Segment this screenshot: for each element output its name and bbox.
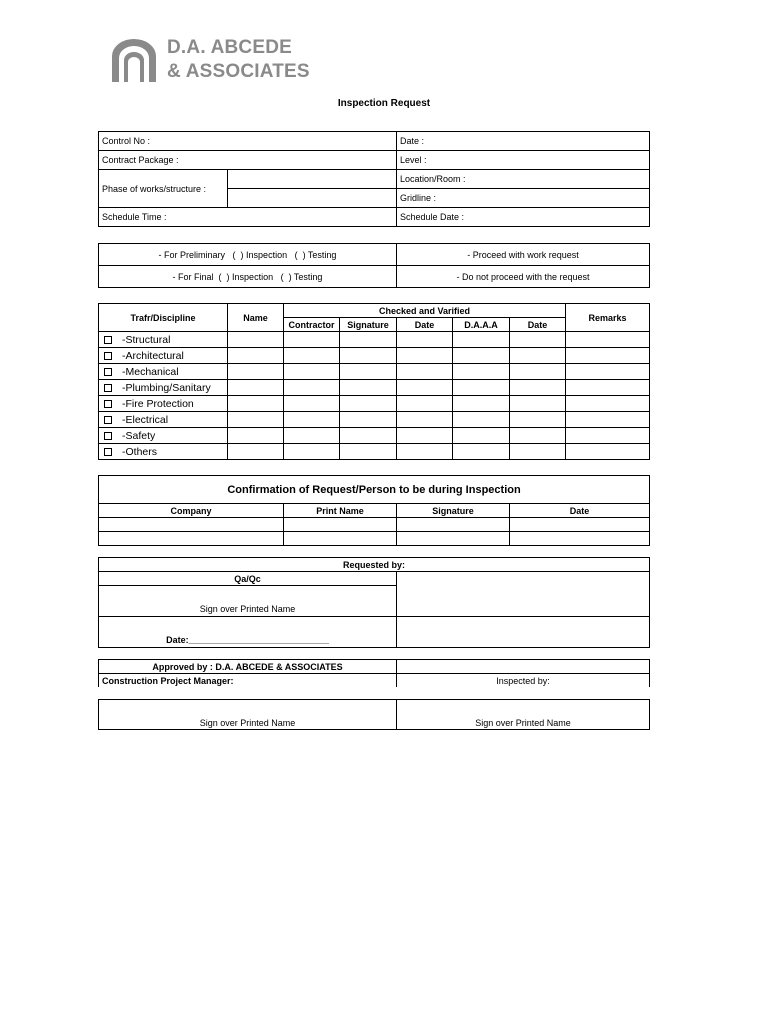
signature-cell[interactable]	[340, 332, 397, 348]
date-cell[interactable]	[397, 444, 453, 460]
checkbox[interactable]	[104, 384, 112, 392]
checkbox[interactable]	[104, 432, 112, 440]
date-cell[interactable]	[397, 380, 453, 396]
date-cell[interactable]	[510, 532, 650, 546]
company-name	[167, 36, 310, 84]
name-cell[interactable]	[228, 396, 284, 412]
checkbox[interactable]	[104, 400, 112, 408]
arch-logo-icon	[110, 38, 158, 82]
company-cell[interactable]	[99, 518, 284, 532]
signature-cell[interactable]	[340, 396, 397, 412]
level-field[interactable]: Level :	[397, 151, 650, 170]
discipline-label: -Safety	[122, 429, 156, 442]
signature-cell[interactable]	[340, 412, 397, 428]
remarks-cell[interactable]	[566, 364, 650, 380]
col-daaa: D.A.A.A	[453, 318, 510, 332]
schedule-time-field[interactable]: Schedule Time :	[99, 208, 397, 227]
discipline-label: -Fire Protection	[122, 397, 194, 410]
discipline-cell	[99, 396, 228, 412]
contract-package-field[interactable]: Contract Package :	[99, 151, 397, 170]
daaa-cell[interactable]	[453, 412, 510, 428]
date2-cell[interactable]	[510, 396, 566, 412]
schedule-date-field[interactable]: Schedule Date :	[397, 208, 650, 227]
contractor-cell[interactable]	[284, 364, 340, 380]
date2-cell[interactable]	[510, 412, 566, 428]
confirmation-heading: Confirmation of Request/Person to be during Inspection	[99, 476, 650, 504]
remarks-cell[interactable]	[566, 412, 650, 428]
contractor-cell[interactable]	[284, 444, 340, 460]
name-cell[interactable]	[228, 428, 284, 444]
date-cell[interactable]	[397, 364, 453, 380]
company-cell[interactable]	[99, 532, 284, 546]
discipline-table	[98, 303, 650, 460]
requested-date-right-cell[interactable]	[397, 617, 650, 648]
remarks-cell[interactable]	[566, 348, 650, 364]
signature-cell[interactable]	[340, 428, 397, 444]
discipline-row	[99, 332, 650, 348]
col-date: Date	[397, 318, 453, 332]
approval-table	[98, 659, 650, 730]
name-cell[interactable]	[228, 380, 284, 396]
contractor-cell[interactable]	[284, 412, 340, 428]
approved-right-cell	[397, 660, 650, 674]
date2-cell[interactable]	[510, 444, 566, 460]
daaa-cell[interactable]	[453, 428, 510, 444]
discipline-cell	[99, 380, 228, 396]
remarks-cell[interactable]	[566, 396, 650, 412]
col-name: Name	[228, 304, 284, 332]
not-proceed-option[interactable]: - Do not proceed with the request	[397, 266, 650, 288]
discipline-row	[99, 380, 650, 396]
inspection-type-table	[98, 243, 650, 288]
checked-verified-header: Checked and Varified	[284, 304, 566, 318]
col-date: Date	[510, 504, 650, 518]
contractor-cell[interactable]	[284, 428, 340, 444]
final-option[interactable]: - For Final ( ) Inspection ( ) Testing	[99, 266, 397, 288]
confirmation-table	[98, 475, 650, 546]
contractor-cell[interactable]	[284, 380, 340, 396]
discipline-label: -Others	[122, 445, 158, 458]
daaa-cell[interactable]	[453, 364, 510, 380]
discipline-cell	[99, 332, 228, 348]
spacer	[99, 687, 397, 700]
discipline-row	[99, 444, 650, 460]
construction-manager-label: Construction Project Manager:	[99, 674, 397, 688]
date2-cell[interactable]	[510, 428, 566, 444]
inspected-by-label: Inspected by:	[397, 674, 650, 688]
date-cell[interactable]	[397, 412, 453, 428]
date2-cell[interactable]	[510, 380, 566, 396]
spacer	[397, 687, 650, 700]
checkbox[interactable]	[104, 416, 112, 424]
signature-cell[interactable]	[340, 380, 397, 396]
print-name-cell[interactable]	[284, 518, 397, 532]
requested-sign-line[interactable]: Sign over Printed Name	[99, 586, 397, 617]
discipline-label: -Plumbing/Sanitary	[122, 381, 211, 394]
col-date-2: Date	[510, 318, 566, 332]
manager-sign-line[interactable]: Sign over Printed Name	[99, 700, 397, 730]
daaa-cell[interactable]	[453, 396, 510, 412]
discipline-row	[99, 396, 650, 412]
location-field[interactable]: Location/Room :	[397, 170, 650, 189]
remarks-cell[interactable]	[566, 428, 650, 444]
date-cell[interactable]	[510, 518, 650, 532]
remarks-cell[interactable]	[566, 332, 650, 348]
daaa-cell[interactable]	[453, 444, 510, 460]
signature-cell[interactable]	[340, 348, 397, 364]
col-signature: Signature	[397, 504, 510, 518]
contractor-cell[interactable]	[284, 332, 340, 348]
qa-qc-label: Qa/Qc	[99, 572, 397, 586]
discipline-cell	[99, 412, 228, 428]
col-signature: Signature	[340, 318, 397, 332]
name-cell[interactable]	[228, 332, 284, 348]
contractor-cell[interactable]	[284, 348, 340, 364]
proceed-option[interactable]: - Proceed with work request	[397, 244, 650, 266]
form-title: Inspection Request	[337, 98, 431, 109]
approved-by-heading: Approved by : D.A. ABCEDE & ASSOCIATES	[99, 660, 397, 674]
date-cell[interactable]	[397, 396, 453, 412]
company-name-line2: & ASSOCIATES	[167, 61, 310, 82]
date2-cell[interactable]	[510, 364, 566, 380]
discipline-label: -Architectural	[122, 349, 184, 362]
name-cell[interactable]	[228, 444, 284, 460]
signature-cell[interactable]	[340, 444, 397, 460]
daaa-cell[interactable]	[453, 380, 510, 396]
checkbox[interactable]	[104, 448, 112, 456]
contractor-cell[interactable]	[284, 396, 340, 412]
gridline-field[interactable]: Gridline :	[397, 189, 650, 208]
daaa-cell[interactable]	[453, 348, 510, 364]
date-cell[interactable]	[397, 428, 453, 444]
phase-input-2[interactable]	[228, 189, 397, 208]
checkbox[interactable]	[104, 352, 112, 360]
discipline-row	[99, 364, 650, 380]
remarks-cell[interactable]	[566, 444, 650, 460]
discipline-label: -Electrical	[122, 413, 169, 426]
checkbox[interactable]	[104, 368, 112, 376]
discipline-row	[99, 412, 650, 428]
control-no-field[interactable]: Control No :	[99, 132, 397, 151]
company-name-line1: D.A. ABCEDE	[167, 37, 293, 58]
name-cell[interactable]	[228, 412, 284, 428]
inspection-info-table	[98, 131, 650, 227]
discipline-cell	[99, 428, 228, 444]
remarks-cell[interactable]	[566, 380, 650, 396]
discipline-cell	[99, 364, 228, 380]
discipline-row	[99, 348, 650, 364]
discipline-label: -Structural	[122, 333, 171, 346]
discipline-cell	[99, 348, 228, 364]
signature-cell[interactable]	[397, 518, 510, 532]
checkbox[interactable]	[104, 336, 112, 344]
date2-cell[interactable]	[510, 348, 566, 364]
name-cell[interactable]	[228, 348, 284, 364]
col-print-name: Print Name	[284, 504, 397, 518]
company-logo	[110, 36, 310, 86]
phase-label: Phase of works/structure :	[99, 170, 228, 208]
signature-cell[interactable]	[340, 364, 397, 380]
requested-by-heading: Requested by:	[99, 558, 650, 572]
discipline-label: -Mechanical	[122, 365, 179, 378]
daaa-cell[interactable]	[453, 332, 510, 348]
preliminary-option[interactable]: - For Preliminary ( ) Inspection ( ) Testing	[99, 244, 397, 266]
signature-cell[interactable]	[397, 532, 510, 546]
col-remarks: Remarks	[566, 304, 650, 332]
discipline-cell	[99, 444, 228, 460]
name-cell[interactable]	[228, 364, 284, 380]
date-field[interactable]: Date :	[397, 132, 650, 151]
print-name-cell[interactable]	[284, 532, 397, 546]
requested-right-cell[interactable]	[397, 572, 650, 617]
discipline-row	[99, 428, 650, 444]
phase-input-1[interactable]	[228, 170, 397, 189]
requested-by-table	[98, 557, 650, 648]
col-contractor: Contractor	[284, 318, 340, 332]
col-discipline: Trafr/Discipline	[99, 304, 228, 332]
col-company: Company	[99, 504, 284, 518]
requested-date-line[interactable]: Date:____________________________	[99, 617, 397, 648]
date-cell[interactable]	[397, 332, 453, 348]
date-cell[interactable]	[397, 348, 453, 364]
inspector-sign-line[interactable]: Sign over Printed Name	[397, 700, 650, 730]
date2-cell[interactable]	[510, 332, 566, 348]
